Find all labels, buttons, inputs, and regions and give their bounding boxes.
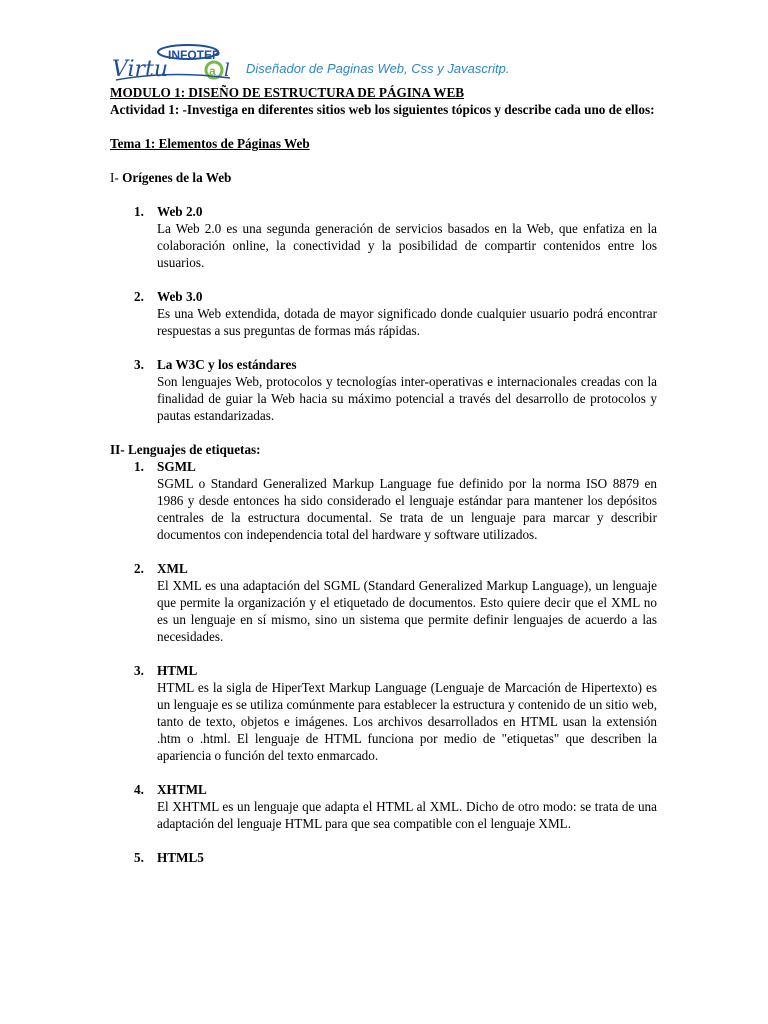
item-text: La Web 2.0 es una segunda generación de servicios basados en la Web, que enfatiza en la colaboración online, la conectividad y la posibilidad de compartir contenidos entre los usuarios. — [157, 221, 657, 270]
item-text: SGML o Standard Generalized Markup Language fue definido por la norma ISO 8879 en 1986 y desde entonces ha sido considerado el lenguaje estándar para mantener los depósitos centrales de la estructura documental. Se trata de un lenguaje para marcar y describir documentos con independencia total del hardware y software utilizados. — [157, 476, 657, 542]
item-title: XML — [157, 561, 188, 576]
item-title: SGML — [157, 459, 196, 474]
svg-text:l: l — [224, 60, 230, 81]
document-body — [110, 84, 657, 866]
item-text: HTML es la sigla de HiperText Markup Language (Lenguaje de Marcación de Hipertexto) es un lenguaje es se utiliza comúnmente para establecer la estructura y contenido de un sitio web, tanto de texto, objetos e imágenes. Los archivos desarrollados en HTML usan la extensión .htm o .html. El lenguaje de HTML funciona por medio de "etiquetas" que describen la apariencia o función del texto enmarcado. — [157, 680, 657, 763]
tema-heading: Tema 1: Elementos de Páginas Web — [110, 136, 310, 151]
item-title: XHTML — [157, 782, 207, 797]
list-item: 2. Web 3.0 Es una Web extendida, dotada de mayor significado donde cualquier usuario podrá encontrar respuestas a sus preguntas de formas más rápidas. — [134, 289, 657, 338]
section-heading-origins: I- Orígenes de la Web — [110, 170, 232, 185]
item-title: La W3C y los estándares — [157, 357, 297, 372]
header-tagline: Diseñador de Paginas Web, Css y Javascritp. — [246, 61, 510, 76]
item-title: Web 3.0 — [157, 289, 203, 304]
list-item: 3. La W3C y los estándares Son lenguajes Web, protocolos y tecnologías inter-operativas e internacionales creadas con la finalidad de guiar la Web hacia su máximo potencial a través del desarrollo de protocolos y pautas estandarizadas. — [134, 357, 657, 423]
list-item: 1. SGML SGML o Standard Generalized Markup Language fue definido por la norma ISO 8879 en 1986 y desde entonces ha sido considerado el lenguaje estándar para mantener los depósitos centrales de la estructura documental. Se trata de un lenguaje para marcar y describir documentos con independencia total del hardware y software utilizados. — [134, 459, 657, 542]
svg-text:INFOTEP: INFOTEP — [168, 48, 221, 62]
infotep-virtual-logo — [110, 40, 250, 86]
item-title: HTML5 — [157, 850, 204, 865]
list-item: 2. XML El XML es una adaptación del SGML (Standard Generalized Markup Language), un lenguaje que permite la organización y el etiquetado de documentos. Esto quiere decir que el XML no es un lenguaje en sí mismo, sino un sistema que permite definir lenguajes de acuerdo a las necesidades. — [134, 561, 657, 644]
item-title: Web 2.0 — [157, 204, 203, 219]
list-item: 5. HTML5 — [110, 849, 657, 866]
svg-text:Virtu: Virtu — [112, 57, 169, 82]
item-text: Son lenguajes Web, protocolos y tecnologías inter-operativas e internacionales creadas con la finalidad de guiar la Web hacia su máximo potencial a través del desarrollo de protocolos y pautas estandarizadas. — [157, 374, 657, 423]
module-title: MODULO 1: DISEÑO DE ESTRUCTURA DE PÁGINA WEB — [110, 85, 465, 100]
section-heading-markup: II- Lenguajes de etiquetas: — [110, 442, 261, 457]
document-header — [110, 40, 670, 88]
activity-instructions: Actividad 1: -Investiga en diferentes sitios web los siguientes tópicos y describe cada uno de ellos: — [110, 102, 655, 117]
item-title: HTML — [157, 663, 198, 678]
list-item: 4. XHTML El XHTML es un lenguaje que adapta el HTML al XML. Dicho de otro modo: se trata de una adaptación del lenguaje HTML para que sea compatible con el lenguaje XML. — [134, 782, 657, 831]
svg-text:a: a — [209, 64, 216, 78]
list-item: 3. HTML HTML es la sigla de HiperText Markup Language (Lenguaje de Marcación de Hipertexto) es un lenguaje es se utiliza comúnmente para establecer la estructura y contenido de un sitio web, tanto de texto, objetos e imágenes. Los archivos desarrollados en HTML usan la extensión .htm o .html. El lenguaje de HTML funciona por medio de "etiquetas" que describen la apariencia o función del texto enmarcado. — [134, 663, 657, 763]
list-item: 1. Web 2.0 La Web 2.0 es una segunda generación de servicios basados en la Web, que enfatiza en la colaboración online, la conectividad y la posibilidad de compartir contenidos entre los usuarios. — [134, 204, 657, 270]
item-text: Es una Web extendida, dotada de mayor significado donde cualquier usuario podrá encontrar respuestas a sus preguntas de formas más rápidas. — [157, 306, 657, 338]
item-text: El XML es una adaptación del SGML (Standard Generalized Markup Language), un lenguaje que permite la organización y el etiquetado de documentos. Esto quiere decir que el XML no es un lenguaje en sí mismo, sino un sistema que permite definir lenguajes de acuerdo a las necesidades. — [157, 578, 657, 644]
item-text: El XHTML es un lenguaje que adapta el HTML al XML. Dicho de otro modo: se trata de una adaptación del lenguaje HTML para que sea compatible con el lenguaje XML. — [157, 799, 657, 831]
